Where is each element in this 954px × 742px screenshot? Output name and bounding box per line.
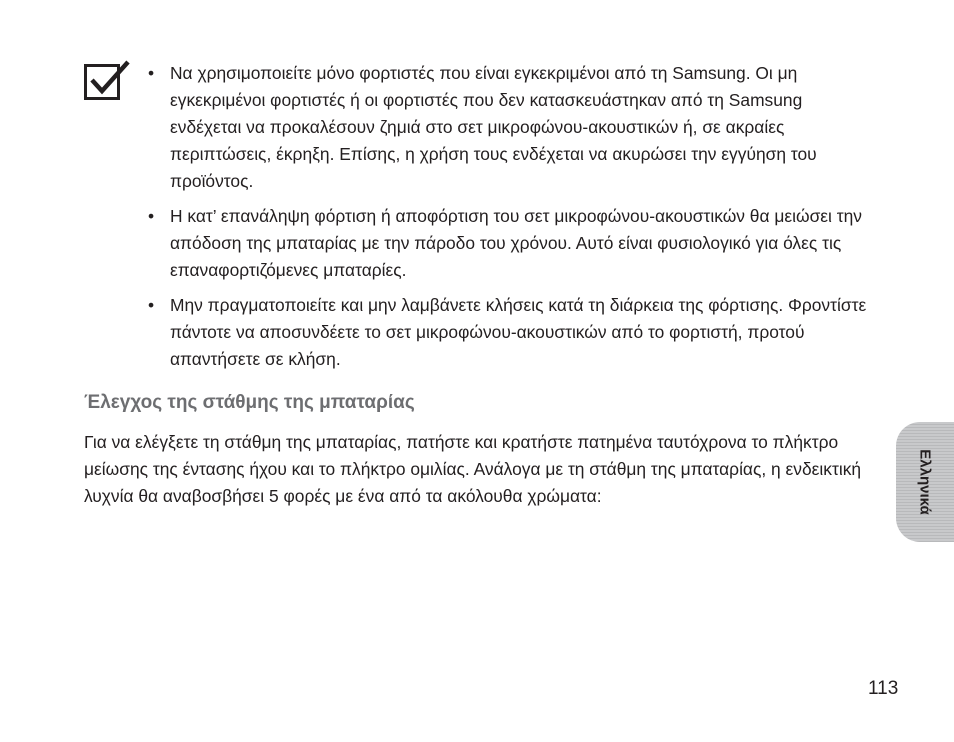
- note-item-text: Να χρησιμοποιείτε μόνο φορτιστές που είναι εγκεκριμένοι από τη Samsung. Οι μη εγκεκριμένοι φορτιστές ή οι φορτιστές που δεν κατασκευάστηκαν από τη Samsung ενδέχεται να προκαλέσουν ζημιά στο σετ μικροφώνου-ακουστικών ή, σε ακραίες περιπτώσεις, έκρηξη. Επίσης, η χρήση τους ενδέχεται να ακυρώσει την εγγύηση του προϊόντος.: [170, 63, 817, 191]
- bullet-icon: •: [148, 295, 155, 315]
- language-tab-label: Ελληνικά: [916, 449, 934, 515]
- page-number: 113: [868, 678, 899, 699]
- note-item: [148, 292, 870, 373]
- section-body-text: Για να ελέγξετε τη στάθμη της μπαταρίας, πατήστε και κρατήστε πατημένα ταυτόχρονα το πλήκτρο μείωσης της έντασης ήχου και το πλήκτρο ομιλίας. Ανάλογα με τη στάθμη της μπαταρίας, η ενδεικτική λυχνία θα αναβοσβήσει 5 φορές με ένα από τα ακόλουθα χρώματα:: [84, 432, 862, 506]
- bullet-icon: •: [148, 206, 155, 226]
- bullet-icon: •: [148, 63, 155, 83]
- note-item-text: Η κατ’ επανάληψη φόρτιση ή αποφόρτιση του σετ μικροφώνου-ακουστικών θα μειώσει την απόδοση της μπαταρίας με την πάροδο του χρόνου. Αυτό είναι φυσιολογικό για όλες τις επαναφορτιζόμενες μπαταρίες.: [170, 206, 862, 280]
- section-heading: Έλεγχος της στάθμης της μπαταρίας: [84, 392, 415, 413]
- language-side-tab: [896, 422, 954, 542]
- note-item: [148, 203, 870, 284]
- note-list: [148, 60, 870, 381]
- note-item-text: Μην πραγματοποιείτε και μην λαμβάνετε κλήσεις κατά τη διάρκεια της φόρτισης. Φροντίστε πάντοτε να αποσυνδέετε το σετ μικροφώνου-ακουστικών από το φορτιστή, προτού απαντήσετε σε κλήση.: [170, 295, 867, 369]
- note-checkbox-icon: [84, 60, 132, 104]
- note-item: [148, 60, 870, 195]
